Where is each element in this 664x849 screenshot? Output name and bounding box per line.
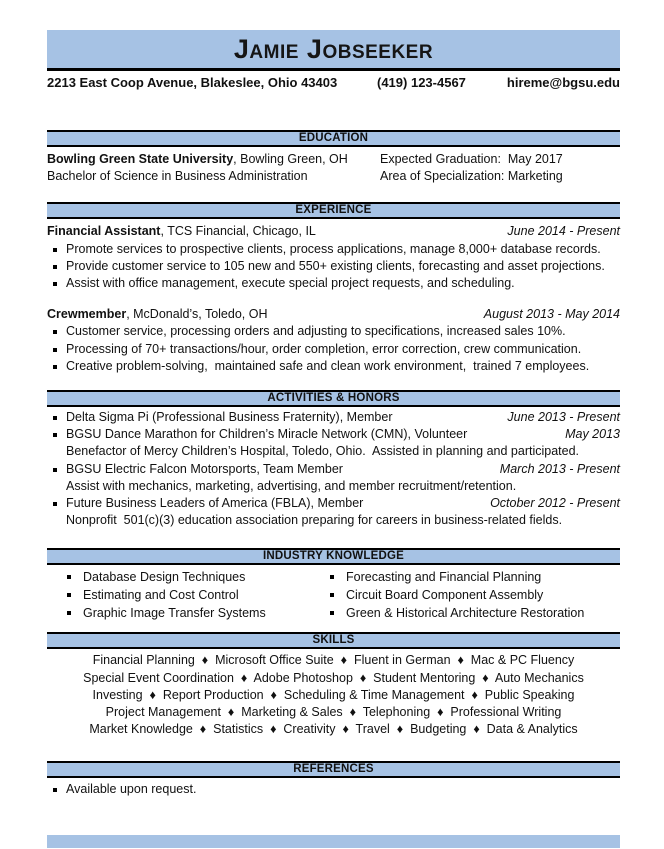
bullet-icon: [330, 575, 334, 579]
knowledge-item: Estimating and Cost Control: [47, 586, 310, 604]
skills-line: Project Management ♦ Marketing & Sales ♦ Telephoning ♦ Professional Writing: [105, 705, 562, 720]
activity-item: Future Business Leaders of America (FBLA), Member October 2012 - Present: [47, 495, 620, 512]
knowledge-item: Green & Historical Architecture Restoration: [310, 604, 620, 622]
job-title-line: [47, 223, 316, 240]
job-company: , TCS Financial, Chicago, IL: [160, 224, 316, 239]
section-references: [47, 761, 620, 798]
bullet-icon: [53, 348, 57, 352]
bullet-icon: [53, 788, 57, 792]
activity-detail: Nonprofit 501(c)(3) education association preparing for careers in business-related fields.: [66, 513, 563, 528]
job-company: , McDonald’s, Toledo, OH: [126, 307, 268, 322]
activity-detail: Assist with mechanics, marketing, advertising, and member recruitment/retention.: [66, 478, 517, 493]
knowledge-item: Graphic Image Transfer Systems: [47, 604, 310, 622]
job-bullet: Promote services to prospective clients, process applications, manage 8,000+ database records.: [47, 241, 620, 258]
job-role: Financial Assistant: [47, 224, 161, 239]
job-bullet: Creative problem-solving, maintained safe and clean work environment, trained 7 employees.: [47, 358, 620, 375]
contact-phone: (419) 123-4567: [377, 75, 466, 90]
education-banner: EDUCATION: [47, 130, 620, 147]
activities-banner: ACTIVITIES & HONORS: [47, 390, 620, 407]
references-banner: REFERENCES: [47, 761, 620, 778]
knowledge-item: Database Design Techniques: [47, 568, 310, 586]
job-dates: August 2013 - May 2014: [483, 307, 620, 322]
job-bullet: Provide customer service to 105 new and 550+ existing clients, forecasting and asset projections.: [47, 258, 620, 275]
knowledge-item: Circuit Board Component Assembly: [310, 586, 620, 604]
skills-line: Special Event Coordination ♦ Adobe Photoshop ♦ Student Mentoring ♦ Auto Mechanics: [83, 670, 584, 685]
job-title-line: [47, 306, 267, 323]
bullet-icon: [53, 365, 57, 369]
name-banner: [47, 30, 620, 71]
skills-line: Market Knowledge ♦ Statistics ♦ Creativity ♦ Travel ♦ Budgeting ♦ Data & Analytics: [89, 722, 578, 737]
activity-dates: March 2013 - Present: [499, 461, 620, 476]
activity-item: Delta Sigma Pi (Professional Business Fraternity), Member June 2013 - Present: [47, 409, 620, 426]
contact-email: hireme@bgsu.edu: [506, 75, 620, 90]
bullet-icon: [330, 593, 334, 597]
section-skills: [47, 632, 620, 738]
skills-banner: SKILLS: [47, 632, 620, 649]
bullet-icon: [67, 593, 71, 597]
bullet-icon: [53, 433, 57, 437]
bullet-icon: [67, 611, 71, 615]
bullet-icon: [53, 248, 57, 252]
section-education: [47, 130, 620, 185]
experience-banner: EXPERIENCE: [47, 202, 620, 219]
activity-dates: June 2013 - Present: [507, 410, 620, 425]
education-school-name: Bowling Green State University: [47, 152, 234, 166]
education-specialization: Area of Specialization: Marketing: [380, 169, 563, 184]
education-degree: Bachelor of Science in Business Administration: [47, 169, 308, 184]
reference-item: Available upon request.: [47, 781, 620, 798]
skills-line: Investing ♦ Report Production ♦ Scheduling & Time Management ♦ Public Speaking: [92, 687, 575, 702]
activity-detail: Benefactor of Mercy Children’s Hospital, Toledo, Ohio. Assisted in planning and participated.: [66, 444, 580, 459]
job-entry: [47, 223, 620, 292]
knowledge-item: Forecasting and Financial Planning: [310, 568, 620, 586]
bullet-icon: [330, 611, 334, 615]
skills-line: Financial Planning ♦ Microsoft Office Suite ♦ Fluent in German ♦ Mac & PC Fluency: [92, 653, 575, 668]
job-bullet: Customer service, processing orders and adjusting to specifications, increased sales 10%.: [47, 323, 620, 340]
education-graduation: Expected Graduation: May 2017: [380, 152, 563, 166]
bullet-icon: [53, 330, 57, 334]
education-school-location: , Bowling Green, OH: [233, 152, 348, 166]
industry-knowledge-banner: INDUSTRY KNOWLEDGE: [47, 548, 620, 565]
activity-item: BGSU Dance Marathon for Children’s Miracle Network (CMN), Volunteer May 2013: [47, 426, 620, 443]
job-role: Crewmember: [47, 307, 127, 322]
job-entry: [47, 306, 620, 375]
bullet-icon: [53, 416, 57, 420]
job-dates: June 2014 - Present: [507, 224, 620, 239]
activity-item: BGSU Electric Falcon Motorsports, Team Member March 2013 - Present: [47, 461, 620, 478]
bottom-divider-bar: [47, 835, 620, 848]
section-activities: [47, 390, 620, 529]
candidate-name: Jamie Jobseeker: [233, 33, 434, 64]
activity-dates: May 2013: [565, 427, 620, 442]
bullet-icon: [53, 265, 57, 269]
section-experience: [47, 202, 620, 375]
job-bullet: Processing of 70+ transactions/hour, order completion, error correction, crew communication.: [47, 341, 620, 358]
contact-address: 2213 East Coop Avenue, Blakeslee, Ohio 43403: [47, 75, 338, 90]
job-bullet: Assist with office management, execute special project requests, and scheduling.: [47, 275, 620, 292]
bullet-icon: [53, 468, 57, 472]
education-school: [47, 151, 380, 168]
section-industry-knowledge: [47, 548, 620, 622]
bullet-icon: [53, 282, 57, 286]
bullet-icon: [53, 502, 57, 506]
activity-dates: October 2012 - Present: [490, 496, 620, 511]
contact-row: [47, 74, 620, 92]
bullet-icon: [67, 575, 71, 579]
